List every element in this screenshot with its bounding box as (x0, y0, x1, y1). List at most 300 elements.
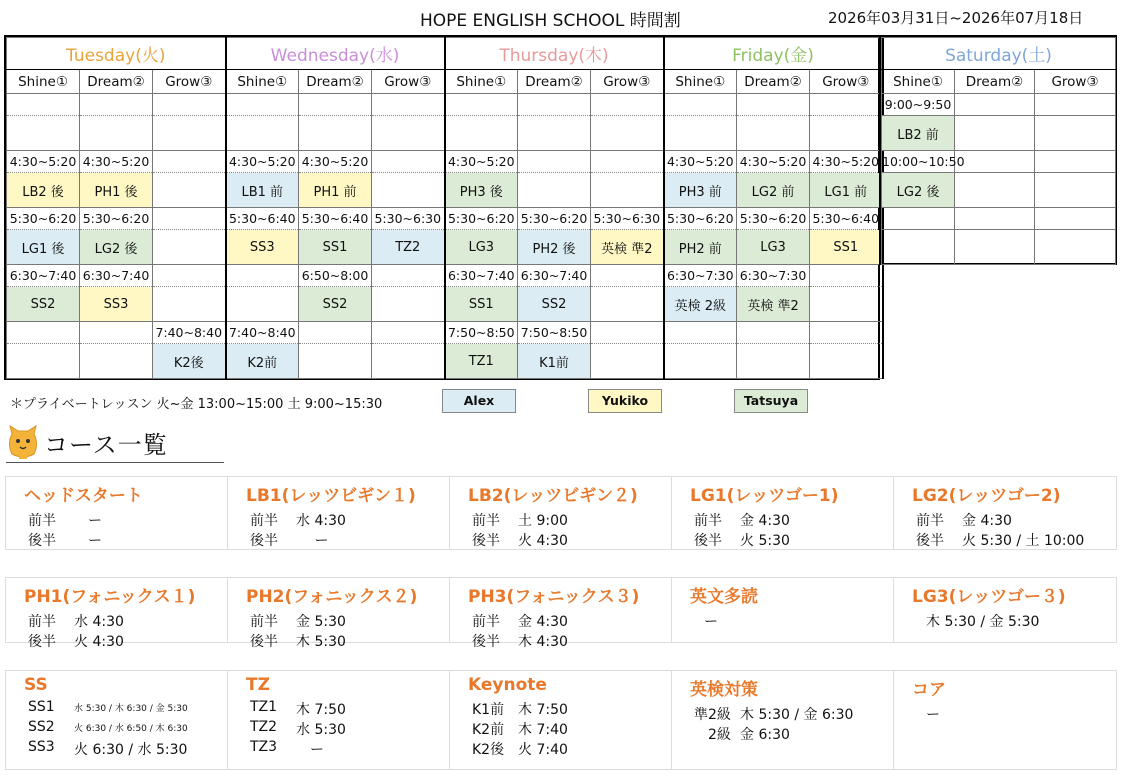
time-cell: 4:30~5:20 (810, 151, 883, 173)
course-schedule-row (246, 530, 449, 550)
course-schedule-row (912, 611, 1116, 631)
time-cell: 5:30~6:20 (80, 208, 153, 230)
time-cell (810, 322, 883, 344)
course-schedule-row (690, 724, 893, 744)
course-schedule-row (468, 510, 671, 530)
time-cell (810, 265, 883, 287)
schedule-label: 2級 (694, 727, 731, 743)
time-cell: 7:50~8:50 (445, 322, 518, 344)
time-cell: 5:30~6:40 (299, 208, 372, 230)
schedule-value: ー (74, 533, 102, 549)
schedule-value: 木 4:30 (518, 634, 568, 650)
time-cell: 4:30~5:20 (445, 151, 518, 173)
class-header: Shine① (7, 70, 80, 94)
time-cell (299, 322, 372, 344)
lesson-cell (1035, 173, 1116, 208)
time-cell (1035, 208, 1116, 230)
time-cell (153, 94, 226, 116)
time-cell (1035, 94, 1116, 116)
class-header: Shine① (664, 70, 737, 94)
lesson-cell: SS2 (518, 287, 591, 322)
course-row (5, 670, 1117, 770)
lesson-cell (226, 116, 299, 151)
course-card (672, 477, 894, 549)
lesson-cell: LB1 前 (226, 173, 299, 208)
class-header: Shine① (445, 70, 518, 94)
lesson-cell: LG2 後 (80, 230, 153, 265)
lesson-cell: K1前 (518, 344, 591, 379)
time-cell: 6:30~7:40 (7, 265, 80, 287)
day-header: Thursday(木) (445, 38, 664, 70)
course-row (5, 476, 1117, 550)
time-row (882, 151, 1116, 173)
lesson-cell: SS2 (7, 287, 80, 322)
weekday-timetable (4, 35, 880, 380)
lesson-cell: SS1 (299, 230, 372, 265)
class-header-row (7, 70, 883, 94)
time-cell (591, 265, 664, 287)
slot-row (7, 287, 883, 322)
course-title: ヘッドスタート (24, 486, 143, 506)
time-row (7, 322, 883, 344)
slot-row (882, 173, 1116, 208)
course-title: PH3(フォニックス３) (468, 587, 640, 607)
course-title: SS (24, 675, 48, 695)
lesson-cell: PH2 前 (664, 230, 737, 265)
schedule-label: 後半 (472, 533, 500, 549)
course-schedule-row (690, 510, 893, 530)
slot-row (7, 116, 883, 151)
lesson-cell (591, 173, 664, 208)
course-card (450, 671, 672, 769)
course-card (450, 578, 672, 650)
schedule-label: TZ2 (250, 719, 278, 735)
lesson-cell: PH1 後 (80, 173, 153, 208)
time-cell (372, 265, 445, 287)
slot-row (7, 230, 883, 265)
time-row (882, 208, 1116, 230)
time-cell: 5:30~6:40 (810, 208, 883, 230)
schedule-label: SS1 (28, 699, 55, 715)
schedule-label: 後半 (250, 634, 278, 650)
lesson-cell: LG2 後 (882, 173, 955, 208)
schedule-label: 前半 (472, 513, 500, 529)
course-title: LB2(レッツビギン２) (468, 486, 638, 506)
course-schedule-row (468, 611, 671, 631)
course-schedule-row (24, 699, 227, 719)
schedule-label: K2後 (472, 742, 505, 758)
lesson-cell (226, 287, 299, 322)
class-header-row (882, 70, 1116, 94)
class-header: Grow③ (372, 70, 445, 94)
course-schedule-row (246, 611, 449, 631)
schedule-value: ー (926, 707, 940, 723)
time-cell: 4:30~5:20 (80, 151, 153, 173)
class-header: Grow③ (153, 70, 226, 94)
time-cell: 5:30~6:20 (7, 208, 80, 230)
time-cell (226, 265, 299, 287)
lesson-cell (810, 287, 883, 322)
schedule-label (912, 704, 926, 724)
time-cell: 5:30~6:20 (445, 208, 518, 230)
slot-row (882, 116, 1116, 151)
lesson-cell (153, 287, 226, 322)
time-cell: 6:30~7:40 (80, 265, 153, 287)
saturday-timetable (879, 35, 1117, 265)
day-header: Tuesday(火) (7, 38, 226, 70)
course-title: PH2(フォニックス２) (246, 587, 418, 607)
course-schedule-row (912, 510, 1116, 530)
day-header-row (882, 38, 1116, 70)
time-cell (372, 151, 445, 173)
lesson-cell: LG1 後 (7, 230, 80, 265)
course-schedule-row (468, 739, 671, 759)
time-cell (955, 151, 1035, 173)
class-header: Grow③ (810, 70, 883, 94)
schedule-label: 後半 (472, 634, 500, 650)
schedule-value: 火 5:30 (740, 533, 790, 549)
day-header: Wednesday(水) (226, 38, 445, 70)
course-card (228, 578, 450, 650)
lesson-cell: LG2 前 (737, 173, 810, 208)
course-schedule-row (468, 699, 671, 719)
schedule-value: 木 5:30 / 金 5:30 (926, 614, 1040, 630)
lesson-cell (591, 287, 664, 322)
course-row (5, 577, 1117, 650)
course-schedule-row (246, 719, 449, 739)
schedule-value: 木 7:50 (296, 702, 346, 718)
lesson-cell (7, 116, 80, 151)
schedule-value: 金 5:30 (296, 614, 346, 630)
course-card (672, 578, 894, 642)
slot-row (7, 173, 883, 208)
class-header: Grow③ (591, 70, 664, 94)
class-header: Shine① (882, 70, 955, 94)
course-card (6, 671, 228, 769)
time-cell (226, 94, 299, 116)
saturday-grid (881, 37, 1116, 265)
course-schedule-row (24, 510, 227, 530)
course-card (6, 578, 228, 650)
legend-yukiko: Yukiko (588, 389, 662, 413)
course-list-title: コース一覧 (44, 430, 168, 459)
schedule-value: ー (74, 513, 102, 529)
course-schedule-row (468, 530, 671, 550)
lesson-cell (153, 116, 226, 151)
time-cell (518, 94, 591, 116)
lesson-cell: LB2 前 (882, 116, 955, 151)
course-card (228, 477, 450, 549)
lesson-cell: TZ1 (445, 344, 518, 379)
schedule-label: K1前 (472, 702, 505, 718)
course-schedule-row (246, 699, 449, 719)
time-cell: 7:50~8:50 (518, 322, 591, 344)
schedule-value: 水 4:30 (296, 513, 346, 529)
schedule-value: 水 5:30 (296, 722, 346, 738)
time-cell: 7:40~8:40 (226, 322, 299, 344)
lesson-cell (372, 287, 445, 322)
schedule-label: TZ3 (250, 739, 278, 755)
course-schedule-row (468, 719, 671, 739)
time-cell (591, 322, 664, 344)
lesson-cell (80, 116, 153, 151)
schedule-value: 金 6:30 (740, 727, 790, 743)
course-title: LG1(レッツゴー1) (690, 486, 839, 506)
time-cell (955, 208, 1035, 230)
course-schedule-row (690, 611, 893, 631)
schedule-label: 後半 (916, 533, 944, 549)
lesson-cell (518, 173, 591, 208)
timetable-grid (6, 37, 884, 379)
course-schedule-row (24, 739, 227, 759)
course-schedule-row (24, 719, 227, 739)
schedule-value: 金 4:30 (740, 513, 790, 529)
class-header: Grow③ (1035, 70, 1116, 94)
time-cell: 5:30~6:20 (664, 208, 737, 230)
course-schedule-row (912, 530, 1116, 550)
lesson-cell (955, 116, 1035, 151)
lesson-cell: PH1 前 (299, 173, 372, 208)
time-row (7, 151, 883, 173)
slot-row (882, 230, 1116, 265)
day-header-row (7, 38, 883, 70)
time-cell (1035, 151, 1116, 173)
lesson-cell (372, 344, 445, 379)
day-header: Friday(金) (664, 38, 883, 70)
lesson-cell: TZ2 (372, 230, 445, 265)
lesson-cell: 英検 準2 (591, 230, 664, 265)
schedule-label: 前半 (472, 614, 500, 630)
time-cell: 5:30~6:20 (737, 208, 810, 230)
schedule-value: 火 4:30 (518, 533, 568, 549)
time-cell: 4:30~5:20 (7, 151, 80, 173)
course-title: コア (912, 680, 946, 700)
time-cell: 4:30~5:20 (737, 151, 810, 173)
time-cell (591, 94, 664, 116)
course-schedule-row (912, 704, 1116, 724)
lesson-cell (882, 230, 955, 265)
course-title: 英検対策 (690, 680, 758, 700)
lesson-cell: SS1 (445, 287, 518, 322)
period-range: 2026年03月31日~2026年07月18日 (828, 9, 1084, 27)
legend-tatsuya: Tatsuya (734, 389, 808, 413)
private-lesson-note: ＊プライベートレッスン 火~金 13:00~15:00 土 9:00~15:30 (10, 397, 383, 412)
lesson-cell (955, 173, 1035, 208)
time-cell (882, 208, 955, 230)
day-header: Saturday(土) (882, 38, 1116, 70)
lesson-cell: SS3 (80, 287, 153, 322)
course-list-header (6, 424, 168, 460)
class-header: Dream② (299, 70, 372, 94)
schedule-label: 前半 (250, 513, 278, 529)
lesson-cell (372, 116, 445, 151)
time-cell: 7:40~8:40 (153, 322, 226, 344)
lesson-cell (810, 116, 883, 151)
course-title: LB1(レッツビギン１) (246, 486, 416, 506)
course-card (450, 477, 672, 549)
schedule-value: 水 4:30 (74, 614, 124, 630)
lesson-cell (7, 344, 80, 379)
time-cell (372, 322, 445, 344)
lesson-cell: LB2 後 (7, 173, 80, 208)
lesson-cell: LG3 (445, 230, 518, 265)
course-title-underline (6, 462, 224, 463)
time-cell: 6:30~7:30 (737, 265, 810, 287)
lesson-cell: K2前 (226, 344, 299, 379)
lesson-cell: LG3 (737, 230, 810, 265)
course-schedule-row (24, 631, 227, 651)
lesson-cell (153, 173, 226, 208)
lesson-cell: PH3 前 (664, 173, 737, 208)
lesson-cell: 英検 2級 (664, 287, 737, 322)
schedule-value: 火 4:30 (74, 634, 124, 650)
course-card (894, 671, 1116, 769)
schedule-label: 後半 (28, 533, 56, 549)
lesson-cell (591, 116, 664, 151)
schedule-value: ー (296, 742, 324, 758)
lesson-cell (299, 344, 372, 379)
course-schedule-row (468, 631, 671, 651)
course-card (228, 671, 450, 769)
schedule-label: 後半 (250, 533, 278, 549)
schedule-value: 木 7:40 (518, 722, 568, 738)
course-title: 英文多読 (690, 587, 758, 607)
lesson-cell (80, 344, 153, 379)
schedule-value: 火 7:40 (518, 742, 568, 758)
course-card (894, 477, 1116, 549)
lesson-cell: SS1 (810, 230, 883, 265)
lesson-cell (664, 116, 737, 151)
time-cell (518, 151, 591, 173)
lesson-cell (153, 230, 226, 265)
class-header: Shine① (226, 70, 299, 94)
schedule-label: K2前 (472, 722, 505, 738)
time-cell (810, 94, 883, 116)
time-cell: 5:30~6:40 (226, 208, 299, 230)
schedule-value: 火 6:30 / 水 5:30 (74, 742, 188, 758)
time-cell: 4:30~5:20 (226, 151, 299, 173)
time-cell (445, 94, 518, 116)
legend-alex: Alex (442, 389, 516, 413)
time-cell (80, 322, 153, 344)
time-cell: 6:30~7:40 (518, 265, 591, 287)
schedule-value: 土 9:00 (518, 513, 568, 529)
schedule-value: 木 5:30 / 金 6:30 (740, 707, 854, 723)
time-row (7, 208, 883, 230)
lesson-cell: PH3 後 (445, 173, 518, 208)
lesson-cell: SS3 (226, 230, 299, 265)
schedule-value: 金 4:30 (962, 513, 1012, 529)
schedule-label: 前半 (250, 614, 278, 630)
time-cell (299, 94, 372, 116)
time-cell: 4:30~5:20 (664, 151, 737, 173)
time-cell (372, 94, 445, 116)
time-cell: 6:30~7:40 (445, 265, 518, 287)
lesson-cell (737, 344, 810, 379)
lesson-cell (445, 116, 518, 151)
schedule-label: 準2級 (694, 707, 731, 723)
course-card (6, 477, 228, 549)
schedule-label: 前半 (28, 614, 56, 630)
course-card (894, 578, 1116, 642)
lesson-cell (664, 344, 737, 379)
time-row (7, 265, 883, 287)
lesson-cell: 英検 準2 (737, 287, 810, 322)
schedule-label (912, 611, 926, 631)
time-cell: 5:30~6:30 (591, 208, 664, 230)
mascot-icon (6, 424, 40, 460)
schedule-label: 前半 (28, 513, 56, 529)
class-header: Dream② (80, 70, 153, 94)
time-cell (7, 322, 80, 344)
schedule-label: SS3 (28, 739, 55, 755)
class-header: Dream② (955, 70, 1035, 94)
course-title: PH1(フォニックス１) (24, 587, 196, 607)
schedule-label: 前半 (916, 513, 944, 529)
lesson-cell (810, 344, 883, 379)
time-cell (153, 265, 226, 287)
lesson-cell: SS2 (299, 287, 372, 322)
slot-row (7, 344, 883, 379)
schedule-label: TZ1 (250, 699, 278, 715)
class-header: Dream② (737, 70, 810, 94)
course-title: LG2(レッツゴー2) (912, 486, 1061, 506)
course-schedule-row (690, 530, 893, 550)
time-row (7, 94, 883, 116)
lesson-cell: K2後 (153, 344, 226, 379)
time-cell (955, 94, 1035, 116)
lesson-cell: PH2 後 (518, 230, 591, 265)
schedule-value: 火 5:30 / 土 10:00 (962, 533, 1085, 549)
time-cell: 5:30~6:20 (518, 208, 591, 230)
schedule-value: ー (704, 614, 718, 630)
time-cell (664, 322, 737, 344)
course-schedule-row (246, 510, 449, 530)
course-schedule-row (246, 631, 449, 651)
lesson-cell (518, 116, 591, 151)
time-cell: 6:30~7:30 (664, 265, 737, 287)
time-cell (737, 94, 810, 116)
lesson-cell (1035, 230, 1116, 265)
lesson-cell (955, 230, 1035, 265)
page-title: HOPE ENGLISH SCHOOL 時間割 (420, 11, 681, 31)
time-cell: 5:30~6:30 (372, 208, 445, 230)
time-cell: 6:50~8:00 (299, 265, 372, 287)
schedule-value: 金 4:30 (518, 614, 568, 630)
schedule-value: 木 7:50 (518, 702, 568, 718)
time-cell (80, 94, 153, 116)
schedule-value: 木 5:30 (296, 634, 346, 650)
schedule-label: 後半 (694, 533, 722, 549)
lesson-cell (591, 344, 664, 379)
class-header: Dream② (518, 70, 591, 94)
course-title: TZ (246, 675, 270, 695)
schedule-value: 水 5:30 / 木 6:30 / 金 5:30 (74, 704, 188, 714)
schedule-label: SS2 (28, 719, 55, 735)
time-cell (664, 94, 737, 116)
schedule-value: ー (296, 533, 329, 549)
course-title: Keynote (468, 675, 547, 695)
time-cell: 10:00~10:50 (882, 151, 955, 173)
schedule-label (690, 611, 704, 631)
time-row (882, 94, 1116, 116)
course-schedule-row (24, 611, 227, 631)
time-cell: 9:00~9:50 (882, 94, 955, 116)
course-schedule-row (24, 530, 227, 550)
lesson-cell (372, 173, 445, 208)
schedule-value: 火 6:30 / 水 6:50 / 木 6:30 (74, 724, 188, 734)
time-cell: 4:30~5:20 (299, 151, 372, 173)
